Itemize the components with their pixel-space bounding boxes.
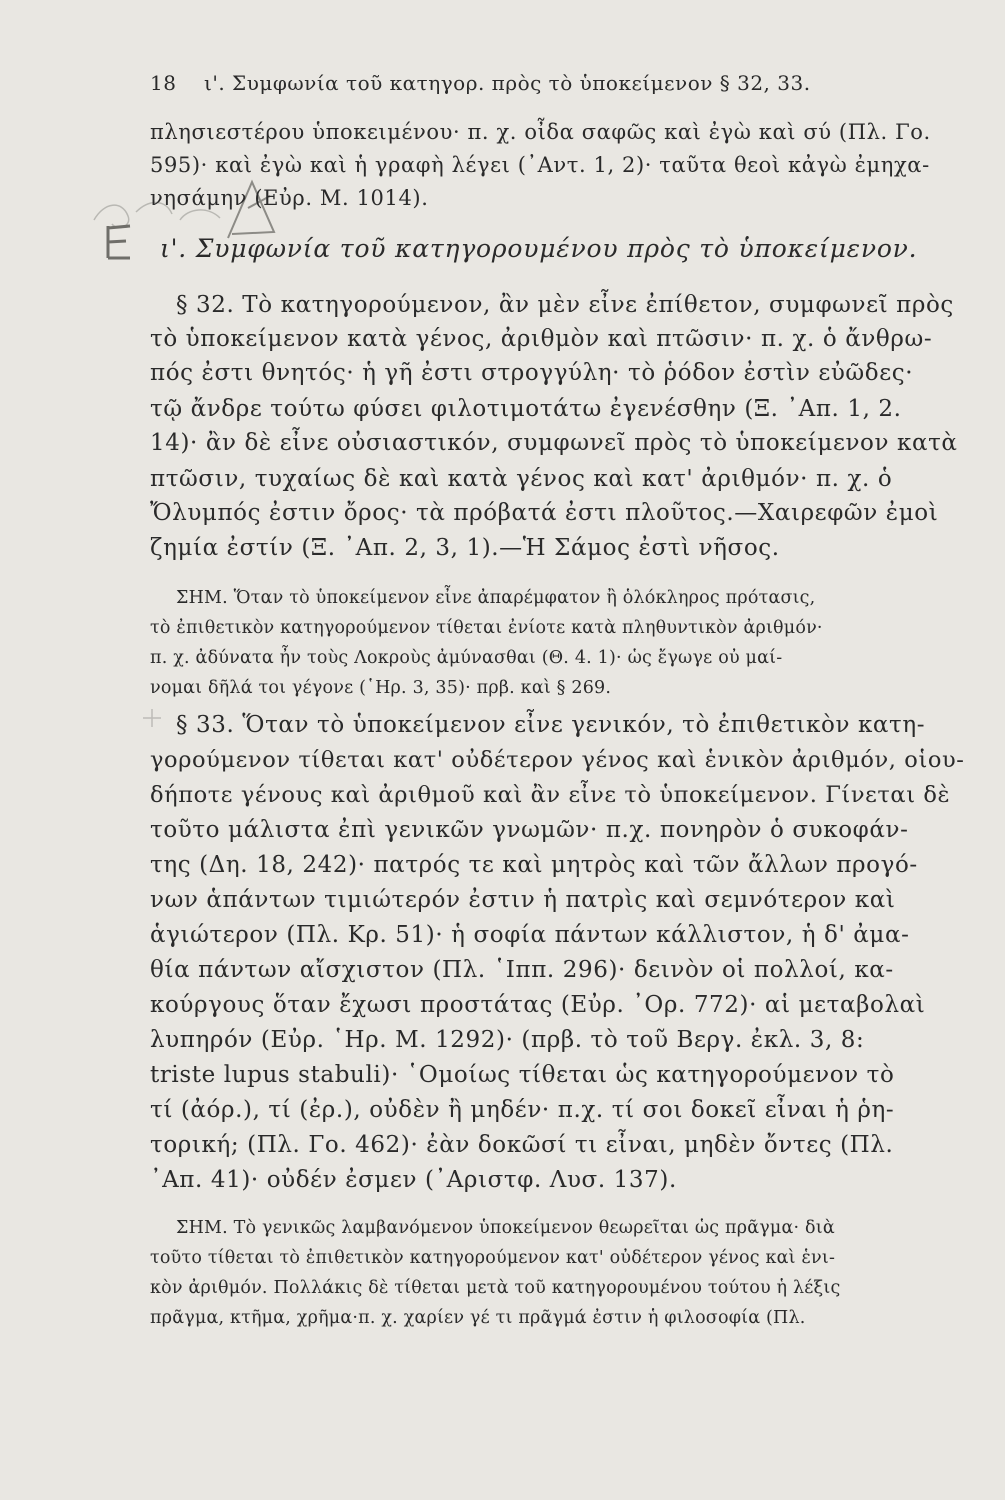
para32-line: ζημία ἐστίν (Ξ. ᾿Απ. 2, 3, 1).—Ἡ Σάμος ἐστὶ νῆσος. bbox=[150, 535, 780, 561]
para33-line: τορική; (Πλ. Γο. 462)· ἐὰν δοκῶσί τι εἶναι, μηδὲν ὄντες (Πλ. bbox=[150, 1132, 894, 1158]
para32-line: 14)· ἂν δὲ εἶνε οὐσιαστικόν, συμφωνεῖ πρὸς τὸ ὑποκείμενον κατὰ bbox=[150, 430, 958, 456]
para32-line: § 32. Τὸ κατηγορούμενον, ἂν μὲν εἶνε ἐπίθετον, συμφωνεῖ πρὸς bbox=[176, 292, 954, 318]
note2-line: κὸν ἀριθμόν. Πολλάκις δὲ τίθεται μετὰ τοῦ κατηγορουμένου τούτου ἡ λέξις bbox=[150, 1278, 841, 1298]
note1-line: νομαι δῆλά τοι γέγονε (῾Ηρ. 3, 35)· πρβ. καὶ § 269. bbox=[150, 678, 612, 698]
para33-line: ᾿Απ. 41)· οὐδέν ἐσμεν (᾿Αριστφ. Λυσ. 137). bbox=[150, 1167, 677, 1193]
para33-line: § 33. Ὅταν τὸ ὑποκείμενον εἶνε γενικόν, τὸ ἐπιθετικὸν κατη- bbox=[176, 712, 926, 738]
pencil-margin-mark bbox=[100, 220, 136, 264]
running-title: ι'. Συμφωνία τοῦ κατηγορ. πρὸς τὸ ὑποκείμενον § 32, 33. bbox=[204, 71, 811, 95]
note1-line: ΣΗΜ. Ὅταν τὸ ὑποκείμενον εἶνε ἀπαρέμφατον ἢ ὁλόκληρος πρότασις, bbox=[176, 588, 816, 608]
para32-line: πός ἐστι θνητός· ἡ γῆ ἐστι στρογγύλη· τὸ ῥόδον ἐστὶν εὐῶδες· bbox=[150, 360, 914, 386]
para33-line: ἁγιώτερον (Πλ. Κρ. 51)· ἡ σοφία πάντων κάλλιστον, ἡ δ' ἀμα- bbox=[150, 922, 910, 948]
para32-line: τὸ ὑποκείμενον κατὰ γένος, ἀριθμὸν καὶ πτῶσιν· π. χ. ὁ ἄνθρω- bbox=[150, 326, 933, 352]
intro-line: πλησιεστέρου ὑποκειμένου· π. χ. οἶδα σαφῶς καὶ ἐγὼ καὶ σύ (Πλ. Γο. bbox=[150, 120, 931, 144]
note1-line: π. χ. ἀδύνατα ἦν τοὺς Λοκροὺς ἀμύνασθαι (Θ. 4. 1)· ὡς ἔγωγε οὐ μαί- bbox=[150, 648, 783, 668]
note1-line: τὸ ἐπιθετικὸν κατηγορούμενον τίθεται ἐνίοτε κατὰ πληθυντικὸν ἀριθμόν· bbox=[150, 618, 823, 638]
para33-line: της (Δη. 18, 242)· πατρός τε καὶ μητρὸς καὶ τῶν ἄλλων προγό- bbox=[150, 852, 918, 878]
section-heading: ι'. Συμφωνία τοῦ κατηγορουμένου πρὸς τὸ ὑποκείμενον. bbox=[160, 234, 918, 263]
para33-line: νων ἁπάντων τιμιώτερόν ἐστιν ἡ πατρὶς καὶ σεμνότερον καὶ bbox=[150, 887, 896, 913]
para33-line: τί (ἀόρ.), τί (ἐρ.), οὐδὲν ἢ μηδέν· π.χ. τί σοι δοκεῖ εἶναι ἡ ῥη- bbox=[150, 1097, 895, 1123]
intro-line: νησάμην (Εὐρ. Μ. 1014). bbox=[150, 186, 429, 210]
note2-line: ΣΗΜ. Τὸ γενικῶς λαμβανόμενον ὑποκείμενον θεωρεῖται ὡς πρᾶγμα· διὰ bbox=[176, 1218, 835, 1238]
para32-line: Ὄλυμπός ἐστιν ὄρος· τὰ πρόβατά ἐστι πλοῦτος.—Χαιρεφῶν ἐμοὶ bbox=[150, 500, 939, 526]
note2-line: τοῦτο τίθεται τὸ ἐπιθετικὸν κατηγορούμενον κατ' οὐδέτερον γένος καὶ ἑνι- bbox=[150, 1248, 836, 1268]
para32-line: πτῶσιν, τυχαίως δὲ καὶ κατὰ γένος καὶ κατ' ἀριθμόν· π. χ. ὁ bbox=[150, 466, 893, 492]
para33-line: triste lupus stabuli)· ῾Ομοίως τίθεται ὡς κατηγορούμενον τὸ bbox=[150, 1062, 895, 1088]
para33-line: τοῦτο μάλιστα ἐπὶ γενικῶν γνωμῶν· π.χ. πονηρὸν ὁ συκοφάν- bbox=[150, 817, 909, 843]
para33-line: γορούμενον τίθεται κατ' οὐδέτερον γένος καὶ ἑνικὸν ἀριθμόν, οἱου- bbox=[150, 747, 965, 773]
para32-line: τῷ ἄνδρε τούτω φύσει φιλοτιμοτάτω ἐγενέσθην (Ξ. ᾿Απ. 1, 2. bbox=[150, 396, 902, 422]
para33-line: λυπηρόν (Εὐρ. ῾Ηρ. Μ. 1292)· (πρβ. τὸ τοῦ Βεργ. ἐκλ. 3, 8: bbox=[150, 1027, 865, 1053]
pencil-plus-mark bbox=[140, 706, 164, 730]
note2-line: πρᾶγμα, κτῆμα, χρῆμα·π. χ. χαρίεν γέ τι πρᾶγμά ἐστιν ἡ φιλοσοφία (Πλ. bbox=[150, 1308, 806, 1328]
intro-line: 595)· καὶ ἐγὼ καὶ ἡ γραφὴ λέγει (᾿Αντ. 1, 2)· ταῦτα θεοὶ κἀγὼ ἐμηχα- bbox=[150, 153, 930, 177]
para33-line: κούργους ὅταν ἔχωσι προστάτας (Εὐρ. ᾿Ορ. 772)· αἱ μεταβολαὶ bbox=[150, 992, 926, 1018]
page-number: 18 bbox=[150, 71, 177, 95]
para33-line: θία πάντων αἴσχιστον (Πλ. ῾Ιππ. 296)· δεινὸν οἱ πολλοί, κα- bbox=[150, 957, 894, 983]
para33-line: δήποτε γένους καὶ ἀριθμοῦ καὶ ἂν εἶνε τὸ ὑποκείμενον. Γίνεται δὲ bbox=[150, 782, 951, 808]
